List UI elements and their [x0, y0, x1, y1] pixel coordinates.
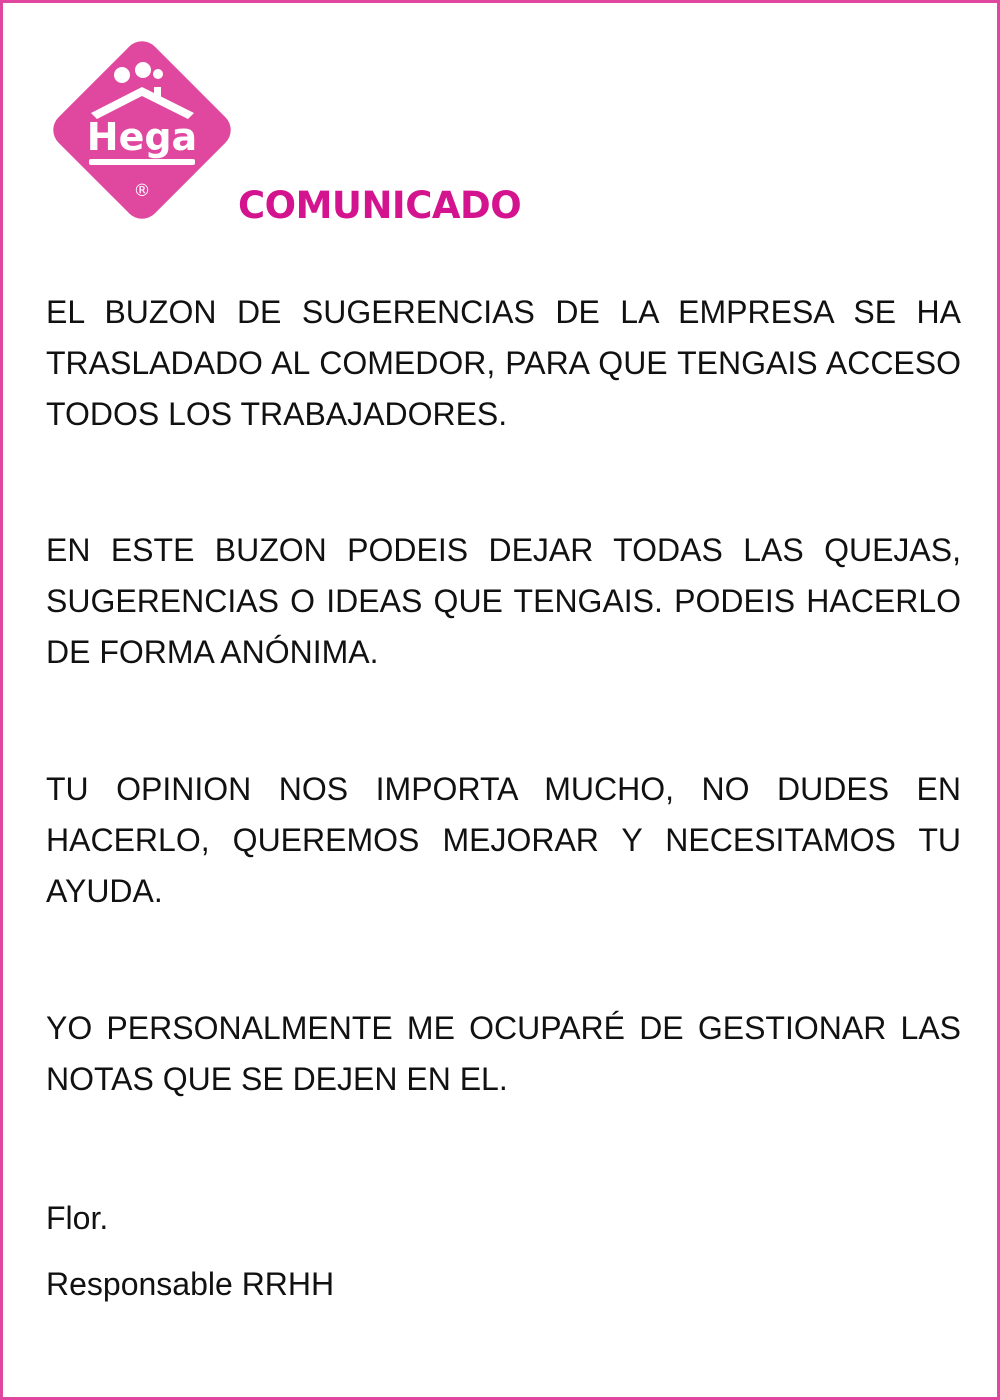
- paragraph-4: YO PERSONALMENTE ME OCUPARÉ DE GESTIONAR LAS NOTAS QUE SE DEJEN EN EL.: [46, 1010, 961, 1097]
- logo-diamond: [45, 33, 239, 227]
- signature-role: Responsable RRHH: [46, 1266, 335, 1302]
- registered-mark: ®: [133, 181, 151, 201]
- paragraph-1: EL BUZON DE SUGERENCIAS DE LA EMPRESA SE HA TRASLADADO AL COMEDOR, PARA QUE TENGAIS ACCESO TODOS LOS TRABAJADORES.: [46, 294, 961, 432]
- paragraph-3: TU OPINION NOS IMPORTA MUCHO, NO DUDES EN HACERLO, QUEREMOS MEJORAR Y NECESITAMOS TU AYUDA.: [46, 771, 961, 909]
- paragraph-2: EN ESTE BUZON PODEIS DEJAR TODAS LAS QUEJAS, SUGERENCIAS O IDEAS QUE TENGAIS. PODEIS HACERLO DE FORMA ANÓNIMA.: [46, 532, 961, 670]
- document-title: COMUNICADO: [238, 184, 522, 227]
- logo-brand-text: Hega: [86, 115, 198, 159]
- signature-name: Flor.: [46, 1200, 109, 1236]
- hega-logo: [45, 33, 239, 227]
